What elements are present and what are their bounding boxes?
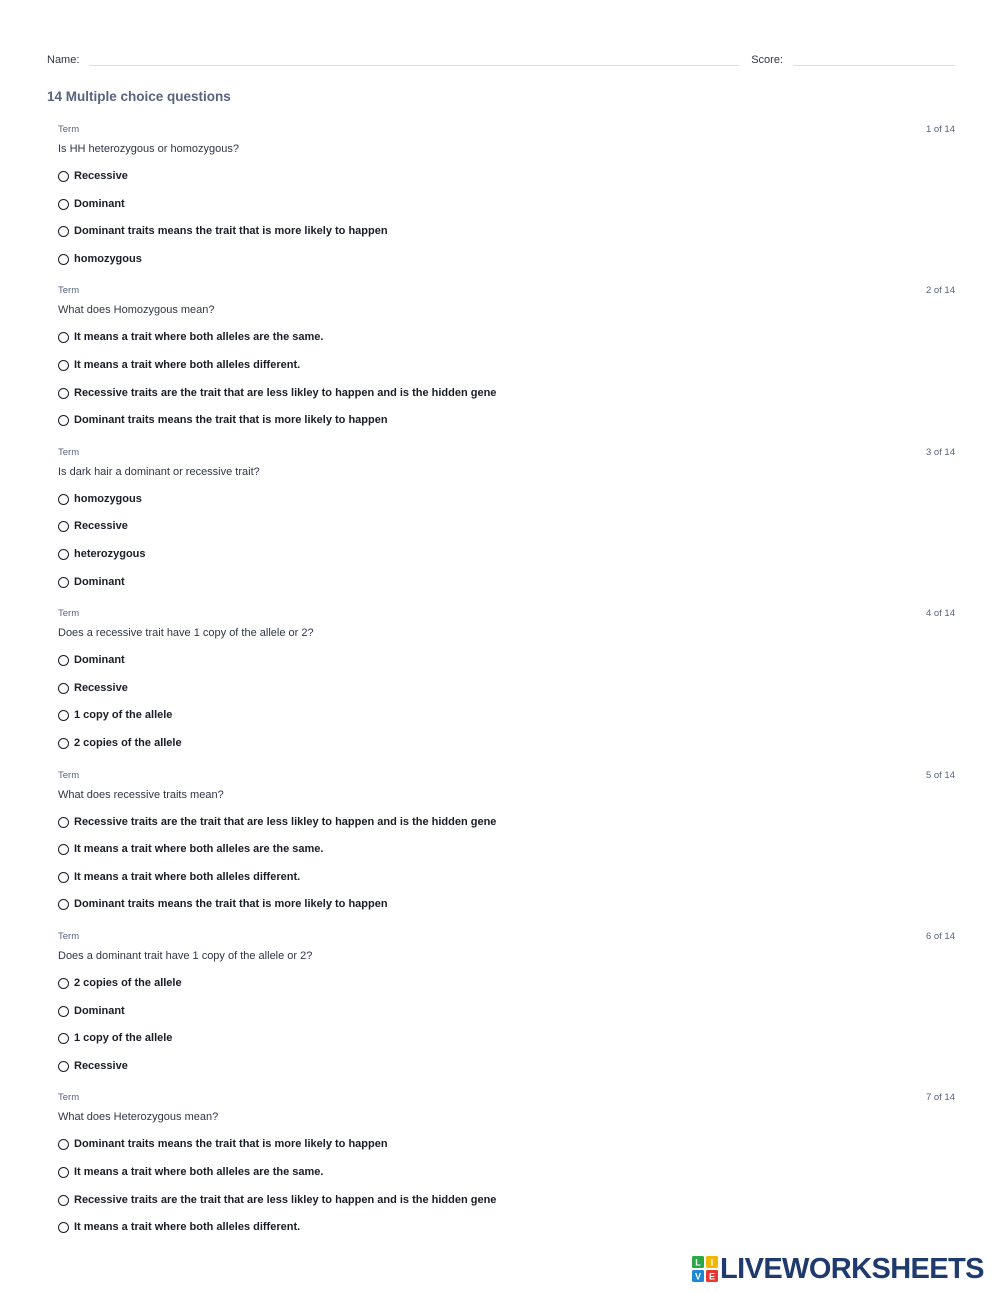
answer-option-label: It means a trait where both alleles are the same.	[74, 843, 324, 856]
answer-option[interactable]	[58, 816, 955, 844]
term-label: Term	[58, 1092, 80, 1104]
answer-option-label: Recessive traits are the trait that are less likley to happen and is the hidden gene	[74, 386, 497, 399]
question-header	[58, 770, 955, 783]
answer-option-label: It means a trait where both alleles are the same.	[74, 331, 324, 344]
radio-button-icon[interactable]	[58, 978, 69, 989]
question-5	[58, 770, 955, 931]
radio-button-icon[interactable]	[58, 1222, 69, 1233]
answer-option-label: Dominant traits means the trait that is more likely to happen	[74, 1138, 388, 1151]
radio-button-icon[interactable]	[58, 844, 69, 855]
answer-option[interactable]	[58, 1138, 955, 1166]
answer-option[interactable]	[58, 198, 955, 226]
answer-option[interactable]	[58, 493, 955, 521]
question-header	[58, 931, 955, 944]
answer-options	[58, 654, 955, 764]
radio-button-icon[interactable]	[58, 1006, 69, 1017]
radio-button-icon[interactable]	[58, 738, 69, 749]
question-counter: 7 of 14	[925, 1092, 955, 1104]
answer-option[interactable]	[58, 1166, 955, 1194]
question-prompt: Is dark hair a dominant or recessive trait?	[58, 465, 260, 478]
term-label: Term	[58, 769, 80, 781]
question-7	[58, 1092, 955, 1253]
question-6	[58, 931, 955, 1092]
question-list	[58, 124, 955, 1254]
answer-option-label: homozygous	[74, 252, 142, 265]
answer-option-label: heterozygous	[74, 547, 146, 560]
answer-option[interactable]	[58, 170, 955, 198]
answer-option[interactable]	[58, 737, 955, 765]
answer-option-label: Recessive traits are the trait that are less likley to happen and is the hidden gene	[74, 1193, 497, 1206]
question-counter: 2 of 14	[925, 285, 955, 297]
answer-option-label: Dominant	[74, 575, 125, 588]
answer-option-label: 1 copy of the allele	[74, 709, 173, 722]
question-header	[58, 1092, 955, 1105]
question-header	[58, 608, 955, 621]
answer-option[interactable]	[58, 977, 955, 1005]
answer-option[interactable]	[58, 1005, 955, 1033]
question-header	[58, 447, 955, 460]
radio-button-icon[interactable]	[58, 521, 69, 532]
answer-option-label: 2 copies of the allele	[74, 736, 182, 749]
radio-button-icon[interactable]	[58, 549, 69, 560]
name-label: Name:	[47, 54, 80, 66]
radio-button-icon[interactable]	[58, 1139, 69, 1150]
logo-mark-letter: V	[694, 1271, 702, 1282]
question-header	[58, 124, 955, 137]
answer-option[interactable]	[58, 682, 955, 710]
term-label: Term	[58, 930, 80, 942]
question-prompt: Does a dominant trait have 1 copy of the allele or 2?	[58, 949, 313, 962]
score-field[interactable]	[793, 51, 955, 66]
question-prompt: What does Homozygous mean?	[58, 304, 215, 317]
answer-option[interactable]	[58, 576, 955, 604]
answer-option[interactable]	[58, 871, 955, 899]
answer-option[interactable]	[58, 843, 955, 871]
answer-options	[58, 170, 955, 280]
answer-option[interactable]	[58, 1060, 955, 1088]
answer-option[interactable]	[58, 225, 955, 253]
answer-options	[58, 331, 955, 441]
radio-button-icon[interactable]	[58, 199, 69, 210]
radio-button-icon[interactable]	[58, 1061, 69, 1072]
logo-mark-letter: L	[695, 1257, 701, 1268]
answer-option-label: Dominant	[74, 654, 125, 667]
question-prompt: What does Heterozygous mean?	[58, 1111, 219, 1124]
answer-option-label: Dominant traits means the trait that is more likely to happen	[74, 414, 388, 427]
radio-button-icon[interactable]	[58, 226, 69, 237]
answer-option[interactable]	[58, 1221, 955, 1249]
answer-option[interactable]	[58, 253, 955, 281]
question-header	[58, 285, 955, 298]
question-prompt: Does a recessive trait have 1 copy of the allele or 2?	[58, 627, 314, 640]
answer-option[interactable]	[58, 654, 955, 682]
answer-option-label: Dominant	[74, 197, 125, 210]
question-4	[58, 608, 955, 769]
question-counter: 1 of 14	[925, 124, 955, 135]
radio-button-icon[interactable]	[58, 1167, 69, 1178]
answer-option-label: homozygous	[74, 492, 142, 505]
question-counter: 5 of 14	[925, 769, 955, 781]
term-label: Term	[58, 446, 80, 458]
answer-option[interactable]	[58, 1032, 955, 1060]
answer-options	[58, 493, 955, 603]
answer-option-label: It means a trait where both alleles different.	[74, 870, 301, 883]
answer-option[interactable]	[58, 414, 955, 442]
answer-options	[58, 1138, 955, 1248]
radio-button-icon[interactable]	[58, 254, 69, 265]
radio-button-icon[interactable]	[58, 817, 69, 828]
question-counter: 4 of 14	[925, 608, 955, 620]
liveworksheets-logo	[692, 1253, 984, 1285]
question-3	[58, 447, 955, 608]
radio-button-icon[interactable]	[58, 415, 69, 426]
answer-option-label: Recessive	[74, 1059, 128, 1072]
answer-option[interactable]	[58, 548, 955, 576]
radio-button-icon[interactable]	[58, 1195, 69, 1206]
term-label: Term	[58, 124, 80, 135]
answer-option-label: Dominant traits means the trait that is more likely to happen	[74, 898, 388, 911]
answer-option-label: 2 copies of the allele	[74, 976, 182, 989]
question-counter: 3 of 14	[925, 446, 955, 458]
question-counter: 6 of 14	[925, 930, 955, 942]
answer-option-label: Recessive	[74, 681, 128, 694]
answer-option-label: Dominant traits means the trait that is more likely to happen	[74, 225, 388, 238]
logo-mark-letter: E	[708, 1271, 716, 1282]
answer-option-label: Recessive	[74, 170, 128, 182]
score-label: Score:	[751, 54, 783, 66]
answer-option[interactable]	[58, 520, 955, 548]
answer-option-label: It means a trait where both alleles different.	[74, 358, 301, 371]
answer-option-label: 1 copy of the allele	[74, 1032, 173, 1045]
radio-button-icon[interactable]	[58, 577, 69, 588]
radio-button-icon[interactable]	[58, 494, 69, 505]
name-score-header	[47, 48, 955, 66]
logo-mark-letter: I	[710, 1257, 714, 1268]
answer-option-label: It means a trait where both alleles are the same.	[74, 1165, 324, 1178]
answer-option[interactable]	[58, 709, 955, 737]
logo-wordmark: LIVEWORKSHEETS	[720, 1252, 984, 1285]
radio-button-icon[interactable]	[58, 1033, 69, 1044]
question-1	[58, 124, 955, 285]
answer-option-label: Recessive	[74, 520, 128, 533]
section-title: 14 Multiple choice questions	[47, 89, 231, 104]
liveworksheets-mark-icon	[692, 1256, 718, 1282]
radio-button-icon[interactable]	[58, 388, 69, 399]
radio-button-icon[interactable]	[58, 655, 69, 666]
radio-button-icon[interactable]	[58, 710, 69, 721]
name-field[interactable]	[89, 51, 739, 66]
radio-button-icon[interactable]	[58, 360, 69, 371]
radio-button-icon[interactable]	[58, 683, 69, 694]
answer-options	[58, 977, 955, 1087]
radio-button-icon[interactable]	[58, 171, 69, 182]
answer-option[interactable]	[58, 1194, 955, 1222]
question-prompt: Is HH heterozygous or homozygous?	[58, 143, 239, 155]
answer-option[interactable]	[58, 898, 955, 926]
answer-option[interactable]	[58, 331, 955, 359]
term-label: Term	[58, 285, 80, 297]
answer-options	[58, 816, 955, 926]
answer-option-label: Dominant	[74, 1004, 125, 1017]
question-2	[58, 285, 955, 446]
radio-button-icon[interactable]	[58, 332, 69, 343]
answer-option-label: Recessive traits are the trait that are less likley to happen and is the hidden gene	[74, 815, 497, 828]
question-prompt: What does recessive traits mean?	[58, 788, 224, 801]
answer-option[interactable]	[58, 387, 955, 415]
answer-option[interactable]	[58, 359, 955, 387]
answer-option-label: It means a trait where both alleles different.	[74, 1221, 301, 1234]
radio-button-icon[interactable]	[58, 899, 69, 910]
radio-button-icon[interactable]	[58, 872, 69, 883]
term-label: Term	[58, 608, 80, 620]
